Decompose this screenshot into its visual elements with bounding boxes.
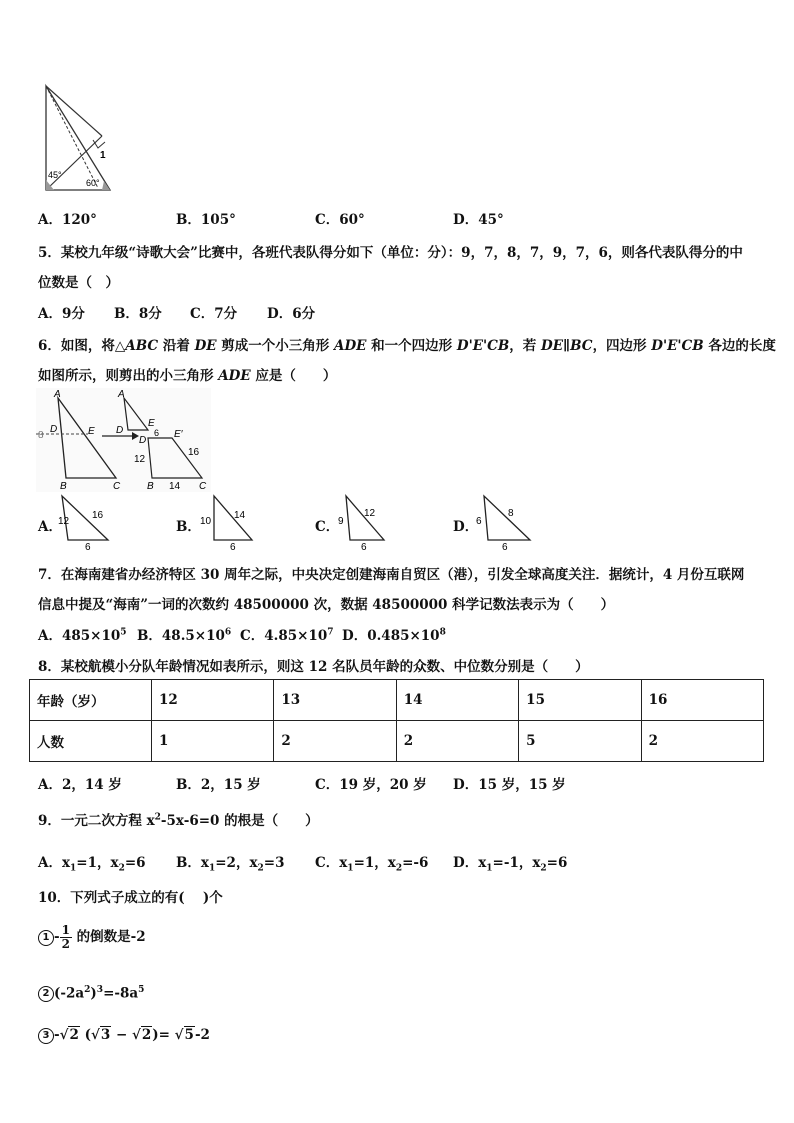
q6-option-a-label[interactable]: A． — [38, 519, 62, 535]
table-cell: 2 — [274, 721, 396, 762]
q7-option-d[interactable]: D．$0.485\times 10^8$ — [342, 627, 446, 644]
svg-text:B: B — [147, 481, 154, 492]
svg-text:6: 6 — [230, 542, 236, 552]
q7-option-b[interactable]: B．$48.5\times 10^6$ — [137, 627, 232, 644]
svg-text:14: 14 — [234, 510, 246, 521]
fraction: $\frac{1}{2}$ — [61, 923, 70, 951]
q4-option-d[interactable]: D．45° — [453, 212, 504, 228]
q6-stem-line2: 如图所示，则剪出的小三角形 ADE 应是（ ） — [38, 368, 337, 384]
svg-text:E′: E′ — [174, 429, 183, 440]
svg-text:A: A — [118, 389, 125, 400]
table-row — [30, 680, 764, 721]
q9-option-d[interactable]: D．$x_1=-1$，$x_2=6$ — [453, 855, 568, 874]
q9-option-b[interactable]: B．$x_1=2$，$x_2=3$ — [176, 855, 285, 874]
svg-text:16: 16 — [188, 447, 200, 458]
q4-line-top — [46, 86, 102, 136]
svg-text:12: 12 — [364, 508, 376, 519]
table-cell: 14 — [396, 680, 518, 721]
svg-text:6: 6 — [502, 542, 508, 552]
svg-text:D: D — [116, 425, 124, 436]
svg-text:14: 14 — [169, 481, 181, 492]
svg-text:12: 12 — [58, 516, 70, 527]
table-cell: 2 — [396, 721, 518, 762]
q6-stem-line1: 6．如图，将△ABC 沿着 DE 剪成一个小三角形 ADE 和一个四边形 D'E'CB，若 DE∥BC，四边形 D'E'CB 各边的长度 — [38, 338, 776, 354]
q7-stem-line2: 信息中提及“海南”一词的次数约 48500000 次，数据 48500000 科学记数法表示为（ ） — [38, 597, 615, 613]
q4-figure — [38, 82, 118, 194]
q6-option-d-label[interactable]: D． — [453, 519, 479, 535]
q4-option-b[interactable]: B．105° — [176, 212, 236, 228]
q5-stem-line2: 位数是（ ） — [38, 275, 119, 291]
q5-option-d[interactable]: D．6分 — [267, 306, 316, 322]
q5-option-a[interactable]: A．9分 — [38, 306, 85, 322]
svg-text:6: 6 — [361, 542, 367, 552]
svg-text:E: E — [148, 418, 155, 429]
q6-label-B: B — [60, 481, 67, 492]
svg-text:6: 6 — [476, 516, 482, 527]
circled-number: 2 — [38, 986, 54, 1002]
q4-right-angle-mark — [93, 140, 105, 148]
q6-label-E: E — [88, 426, 95, 437]
table-cell: 5 — [519, 721, 641, 762]
q10-item-2: 2 $(-2a^2)^3=-8a^5$ — [38, 985, 144, 1002]
q6-option-c-label[interactable]: C． — [315, 519, 340, 535]
q6-figure — [36, 388, 211, 492]
q4-label-45: 45° — [48, 170, 62, 180]
q8-stem: 8．某校航模小分队年龄情况如表所示，则这 12 名队员年龄的众数、中位数分别是（ ） — [38, 659, 589, 675]
q7-option-c[interactable]: C．$4.85\times 10^7$ — [240, 627, 334, 644]
svg-text:6: 6 — [154, 428, 160, 438]
svg-text:9: 9 — [338, 516, 344, 527]
q6-option-a-figure[interactable] — [58, 494, 118, 552]
q8-age-table — [29, 679, 764, 762]
table-cell: 13 — [274, 680, 396, 721]
q7-stem-line1: 7．在海南建省办经济特区 30 周年之际，中央决定创建海南自贸区（港），引发全球高度关注．据统计，4 月份互联网 — [38, 567, 745, 583]
table-cell: 15 — [519, 680, 641, 721]
q6-label-D: D — [50, 424, 58, 435]
q4-label-1: 1 — [100, 150, 106, 161]
circled-number: 1 — [38, 930, 54, 946]
table-cell: 1 — [152, 721, 274, 762]
svg-text:8: 8 — [508, 508, 514, 519]
q5-option-c[interactable]: C．7分 — [190, 306, 238, 322]
q4-label-60: 60° — [86, 178, 100, 188]
table-cell: 2 — [641, 721, 763, 762]
table-row — [30, 721, 764, 762]
q7-option-a[interactable]: A．$485\times 10^5$ — [38, 627, 127, 644]
q10-stem: 10．下列式子成立的有( )个 — [38, 890, 223, 906]
q6-label-A: A — [54, 389, 61, 400]
q6-option-c-figure[interactable] — [336, 494, 396, 552]
q4-option-c[interactable]: C．60° — [315, 212, 365, 228]
q4-option-a[interactable]: A．120° — [38, 212, 97, 228]
q9-option-c[interactable]: C．$x_1=1$，$x_2=-6$ — [315, 855, 429, 874]
table-cell: 16 — [641, 680, 763, 721]
q6-option-b-label[interactable]: B． — [176, 519, 201, 535]
q8-option-d[interactable]: D．15 岁，15 岁 — [453, 777, 566, 793]
q6-label-C: C — [113, 481, 121, 492]
table-cell: 人数 — [30, 721, 152, 762]
q8-option-c[interactable]: C．19 岁，20 岁 — [315, 777, 427, 793]
q8-option-b[interactable]: B．2，15 岁 — [176, 777, 261, 793]
q4-shade-left — [46, 180, 54, 190]
q9-stem: 9．一元二次方程 $x^2-5x-6=0$ 的根是（ ） — [38, 812, 319, 829]
svg-text:6: 6 — [85, 542, 91, 552]
svg-text:12: 12 — [134, 454, 146, 465]
q9-option-a[interactable]: A．$x_1=1$，$x_2=6$ — [38, 855, 146, 874]
q6-option-b-figure[interactable] — [196, 494, 256, 552]
q5-stem-line1: 5．某校九年级“诗歌大会”比赛中，各班代表队得分如下（单位：分）：9，7，8，7，9，7，6，则各代表队得分的中 — [38, 245, 743, 261]
q8-option-a[interactable]: A．2，14 岁 — [38, 777, 122, 793]
q5-option-b[interactable]: B．8分 — [114, 306, 162, 322]
table-cell: 12 — [152, 680, 274, 721]
svg-text:8: 8 — [38, 430, 44, 441]
table-cell: 年龄（岁） — [30, 680, 152, 721]
svg-text:10: 10 — [200, 516, 212, 527]
svg-text:D: D — [139, 435, 147, 446]
svg-text:C: C — [199, 481, 207, 492]
q6-option-d-figure[interactable] — [474, 494, 538, 552]
q10-item-3: 3 -√2 (√3 − √2)= √5-2 — [38, 1027, 210, 1044]
q10-item-1: 1 - $\frac{1}{2}$ 的倒数是-2 — [38, 924, 146, 951]
svg-text:16: 16 — [92, 510, 104, 521]
circled-number: 3 — [38, 1028, 54, 1044]
